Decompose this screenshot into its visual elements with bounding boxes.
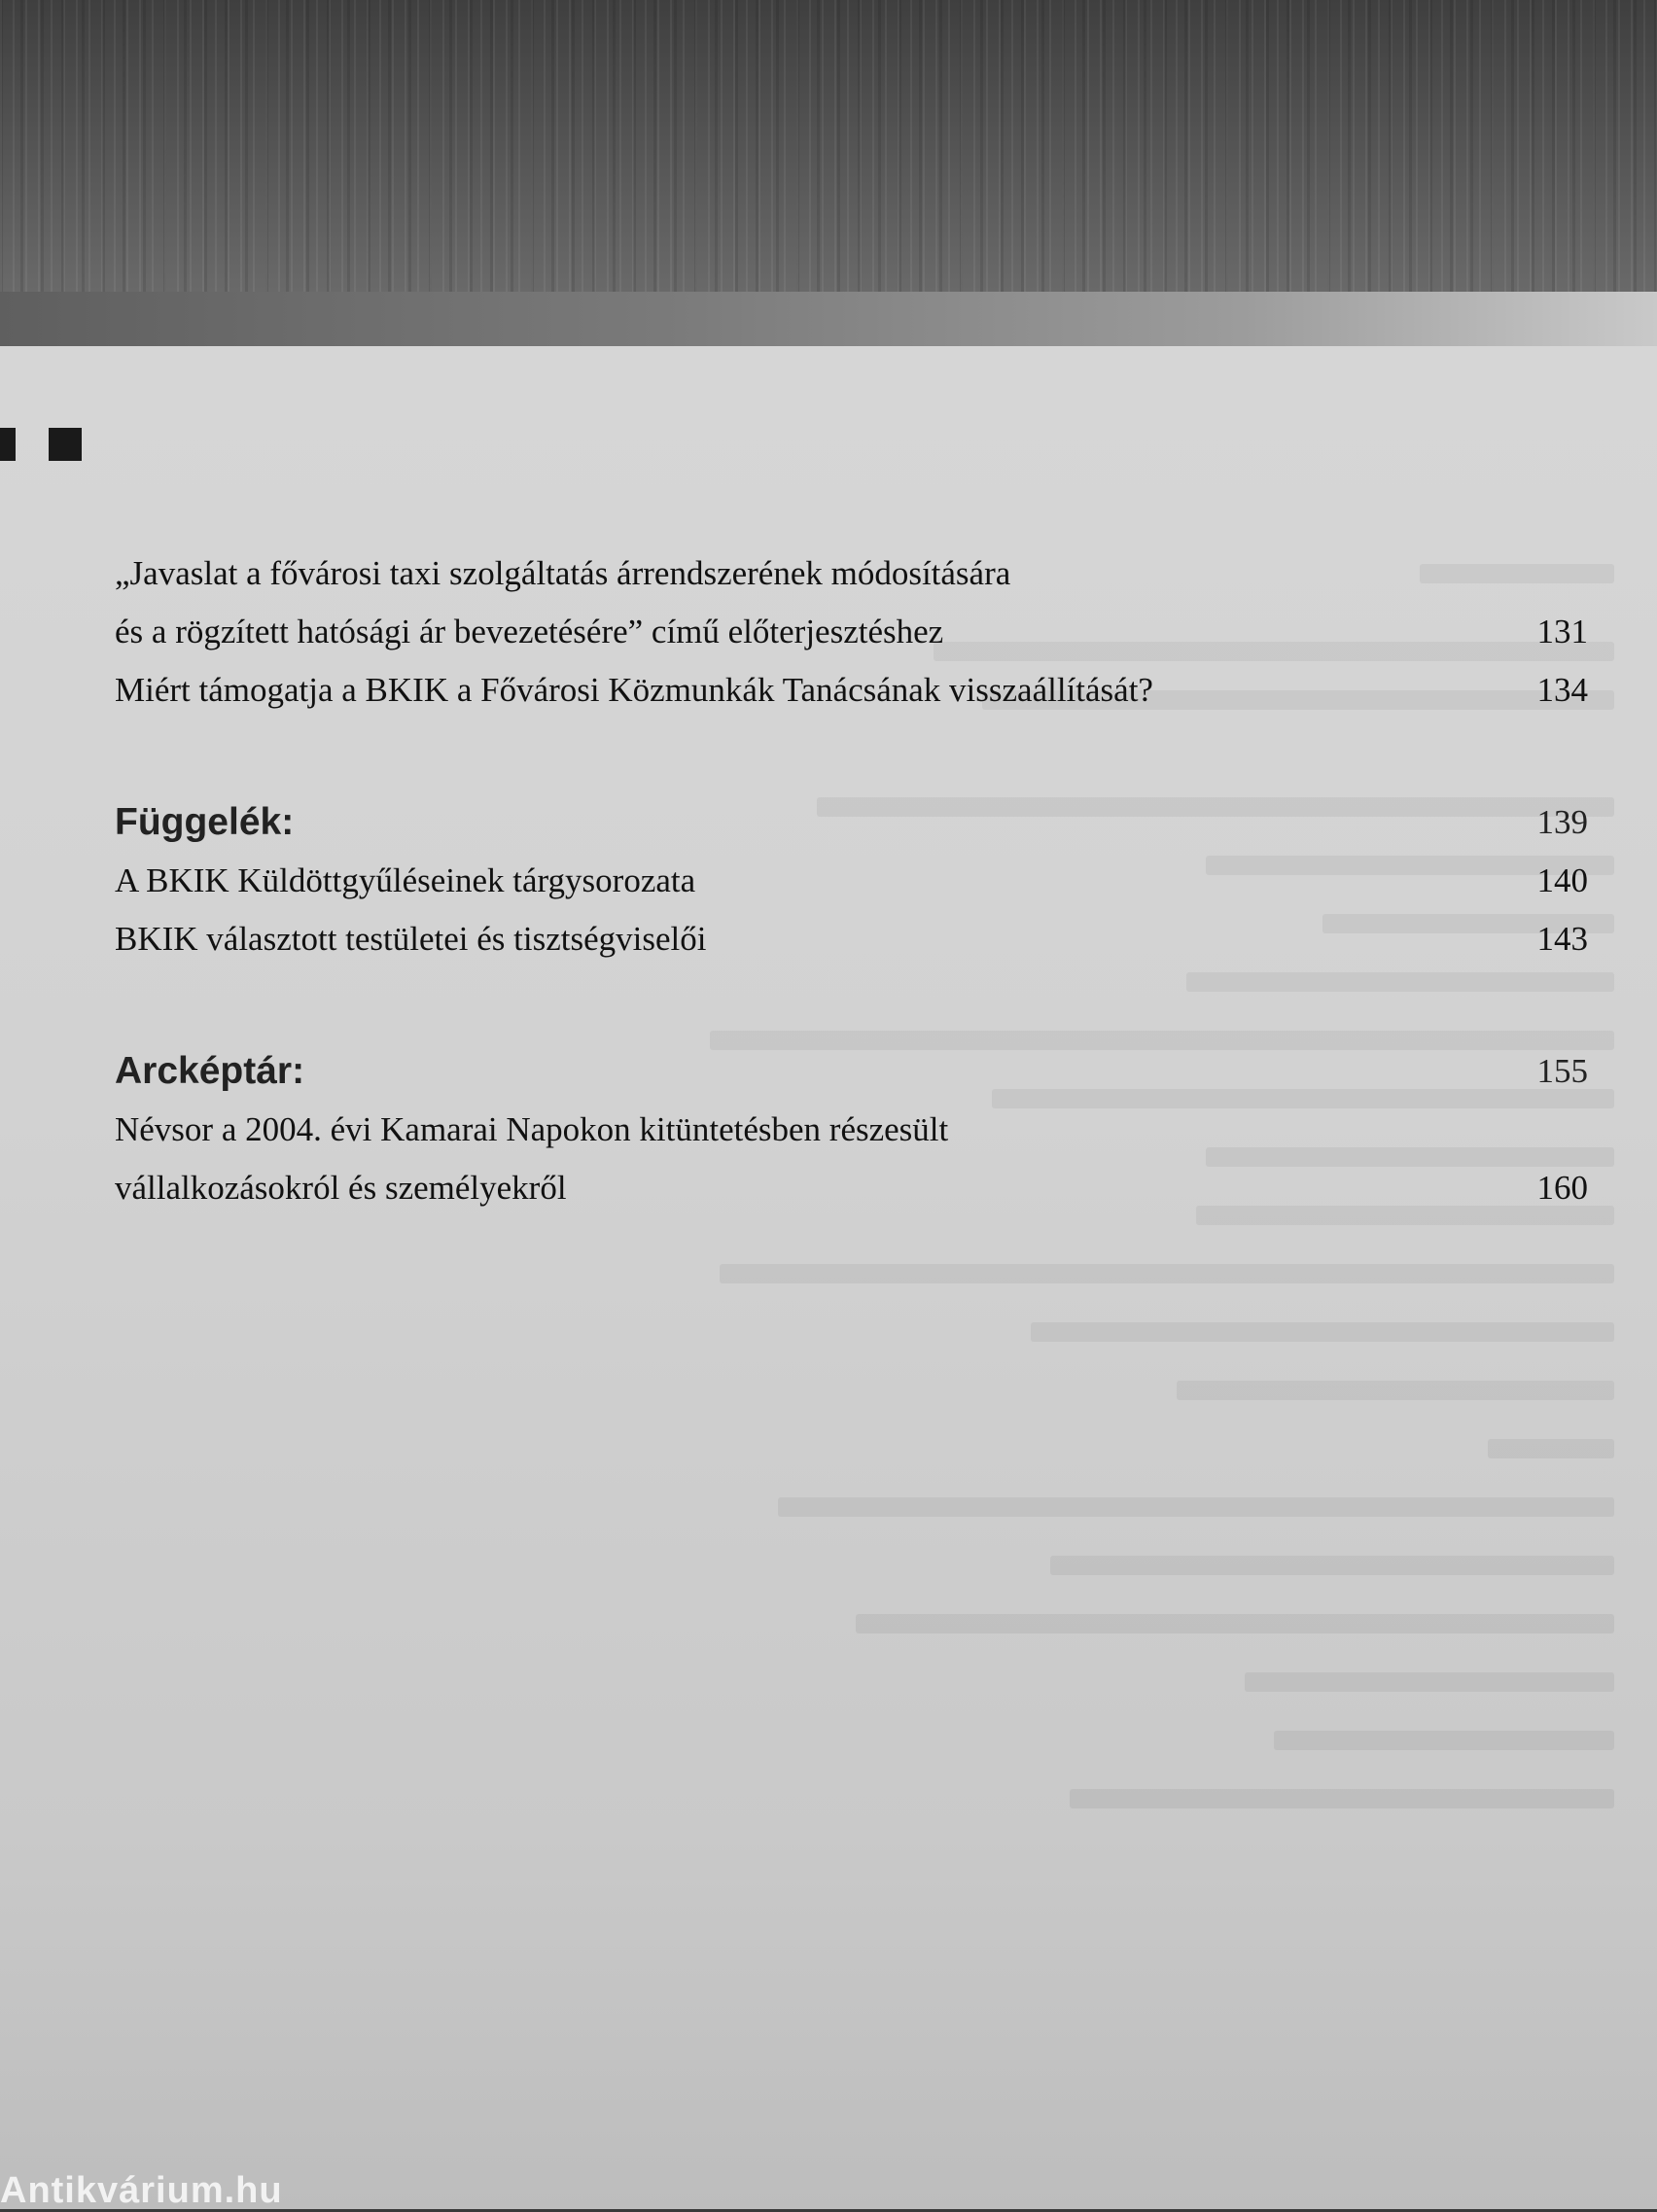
- toc-page-number: 140: [1536, 861, 1588, 899]
- toc-page-number: 143: [1536, 920, 1588, 958]
- toc-entry-title: Miért támogatja a BKIK a Fővárosi Közmunkák Tanácsának visszaállítását?: [115, 671, 1153, 709]
- toc-section-heading[interactable]: [115, 1042, 1588, 1101]
- toc-page-number: 131: [1536, 613, 1588, 650]
- decorative-square: [0, 428, 16, 461]
- toc-page-number: 155: [1536, 1052, 1588, 1090]
- toc-entry-title: és a rögzített hatósági ár bevezetésére” című előterjesztéshez: [115, 613, 944, 650]
- toc-entry-title: „Javaslat a fővárosi taxi szolgáltatás árrendszerének módosítására: [115, 554, 1011, 592]
- toc-entry[interactable]: [115, 852, 1588, 910]
- toc-page-number: 134: [1536, 671, 1588, 709]
- watermark-text: Antikvárium.hu: [0, 2170, 283, 2211]
- toc-page-number: 139: [1536, 803, 1588, 841]
- toc-section-heading[interactable]: [115, 793, 1588, 852]
- toc-entry[interactable]: [115, 910, 1588, 968]
- section-heading-label: Függelék:: [115, 801, 295, 843]
- background-surface: [0, 0, 1657, 311]
- toc-entry-continuation[interactable]: [115, 603, 1588, 661]
- toc-entry[interactable]: [115, 661, 1588, 720]
- page-top-band: [0, 292, 1657, 352]
- toc-page-number: 160: [1536, 1169, 1588, 1207]
- toc-entry[interactable]: [115, 544, 1588, 603]
- toc-entry-title: BKIK választott testületei és tisztségviselői: [115, 920, 707, 958]
- toc-entry-title: Névsor a 2004. évi Kamarai Napokon kitüntetésben részesült: [115, 1110, 949, 1148]
- table-of-contents: [115, 544, 1588, 1217]
- toc-entry-title: vállalkozásokról és személyekről: [115, 1169, 567, 1207]
- section-heading-label: Arcképtár:: [115, 1050, 305, 1092]
- toc-entry[interactable]: [115, 1101, 1588, 1159]
- decorative-square: [49, 428, 82, 461]
- toc-entry-title: A BKIK Küldöttgyűléseinek tárgysorozata: [115, 861, 696, 899]
- toc-entry-continuation[interactable]: [115, 1159, 1588, 1217]
